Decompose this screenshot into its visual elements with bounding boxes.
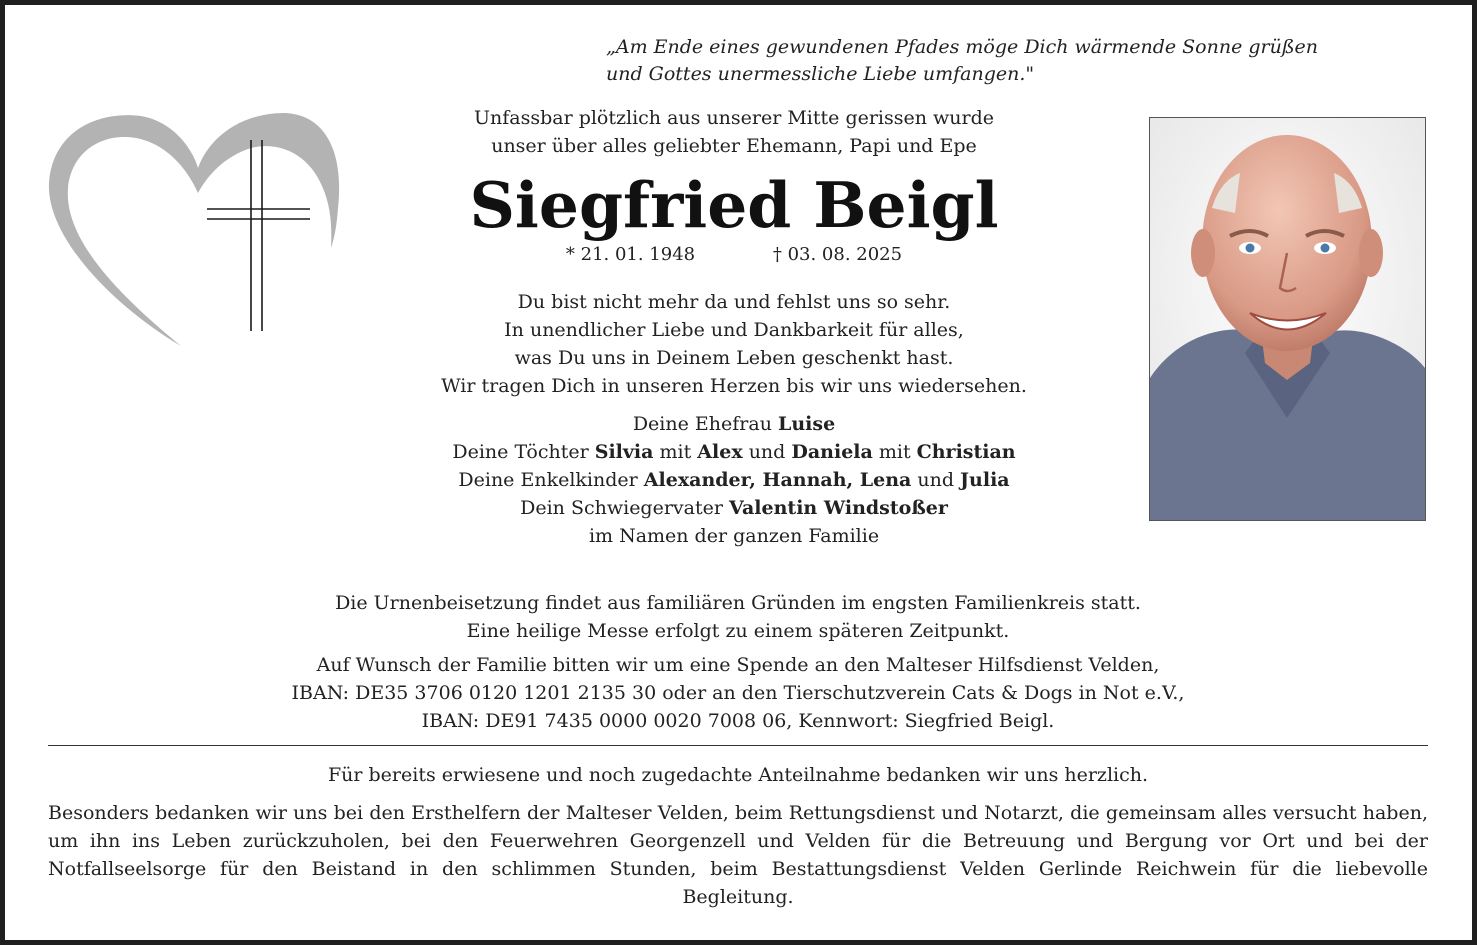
family-closing: im Namen der ganzen Familie <box>588 525 880 547</box>
mit-2: mit <box>872 441 917 463</box>
donation-line-3: IBAN: DE91 7435 0000 0020 7008 06, Kennwort: Siegfried Beigl. <box>421 710 1055 732</box>
burial-notice <box>48 589 1428 645</box>
quote <box>606 34 1446 88</box>
father-in-law-prefix: Dein Schwiegervater <box>520 497 729 519</box>
und-1: und <box>742 441 792 463</box>
family-father-in-law <box>330 494 1138 522</box>
daughters-prefix: Deine Töchter <box>452 441 595 463</box>
verse-line-1: Du bist nicht mehr da und fehlst uns so sehr. <box>517 291 951 313</box>
verse-line-3: was Du uns in Deinem Leben geschenkt hast. <box>514 347 954 369</box>
mit-1: mit <box>653 441 698 463</box>
portrait-photo <box>1149 117 1426 521</box>
donation-line-1: Auf Wunsch der Familie bitten wir um eine Spende an den Malteser Hilfsdienst Velden, <box>316 654 1160 676</box>
partner-2: Christian <box>916 441 1016 463</box>
wife-name: Luise <box>777 413 836 435</box>
heart-cross-icon <box>46 108 346 348</box>
daughter-2: Daniela <box>791 441 873 463</box>
divider <box>48 745 1428 746</box>
donation-notice <box>48 651 1428 735</box>
cross-icon <box>207 140 310 331</box>
thanks-long: Besonders bedanken wir uns bei den Ersthelfern der Malteser Velden, beim Rettungsdienst und Notarzt, die gemeinsam alles versucht haben, um ihn ins Leben zurückzuholen, bei den Feuerwehren Georgenzell und Velden für die Betreuung und Bergung vor Ort und bei der Notfallseelsorge für den Beistand in den schlimmen Stunden, beim Bestattungsdienst Velden Gerlinde Reichwein für die liebevolle Begleitung. <box>48 802 1428 908</box>
dates <box>330 242 1138 268</box>
grandchildren-names: Alexander, Hannah, Lena <box>643 469 912 491</box>
intro <box>330 104 1138 160</box>
wife-prefix: Deine Ehefrau <box>632 413 778 435</box>
thanks-short: Für bereits erwiesene und noch zugedachte Anteilnahme bedanken wir uns herzlich. <box>327 764 1149 786</box>
intro-line-2: unser über alles geliebter Ehemann, Papi und Epe <box>491 135 977 157</box>
quote-line-1: „Am Ende eines gewundenen Pfades möge Dich wärmende Sonne grüßen <box>606 36 1319 58</box>
family-wife <box>330 410 1138 438</box>
donation-line-2: IBAN: DE35 3706 0120 1201 2135 30 oder an den Tierschutzverein Cats & Dogs in Not e.V., <box>291 682 1185 704</box>
heart-outline-icon <box>49 113 339 346</box>
burial-line-1: Die Urnenbeisetzung findet aus familiären Gründen im engsten Familienkreis statt. <box>335 592 1141 614</box>
family-daughters <box>330 438 1138 466</box>
quote-line-2: und Gottes unermessliche Liebe umfangen." <box>606 63 1035 85</box>
father-in-law-name: Valentin Windstoßer <box>729 497 948 519</box>
main-text <box>330 104 1138 550</box>
family-grandchildren <box>330 466 1138 494</box>
verse <box>330 288 1138 400</box>
verse-line-2: In unendlicher Liebe und Dankbarkeit für alles, <box>504 319 964 341</box>
intro-line-1: Unfassbar plötzlich aus unserer Mitte gerissen wurde <box>473 107 995 129</box>
deceased-name: Siegfried Beigl <box>469 168 999 242</box>
grandchild-last: Julia <box>960 469 1010 491</box>
burial-line-2: Eine heilige Messe erfolgt zu einem späteren Zeitpunkt. <box>466 620 1010 642</box>
grandchildren-prefix: Deine Enkelkinder <box>458 469 644 491</box>
birth-date: * 21. 01. 1948 <box>565 244 696 265</box>
daughter-1: Silvia <box>594 441 654 463</box>
und-2: und <box>911 469 961 491</box>
family-list <box>330 410 1138 550</box>
partner-1: Alex <box>697 441 743 463</box>
verse-line-4: Wir tragen Dich in unseren Herzen bis wir uns wiedersehen. <box>441 375 1027 397</box>
portrait-image <box>1150 118 1425 520</box>
death-date: † 03. 08. 2025 <box>772 244 903 265</box>
